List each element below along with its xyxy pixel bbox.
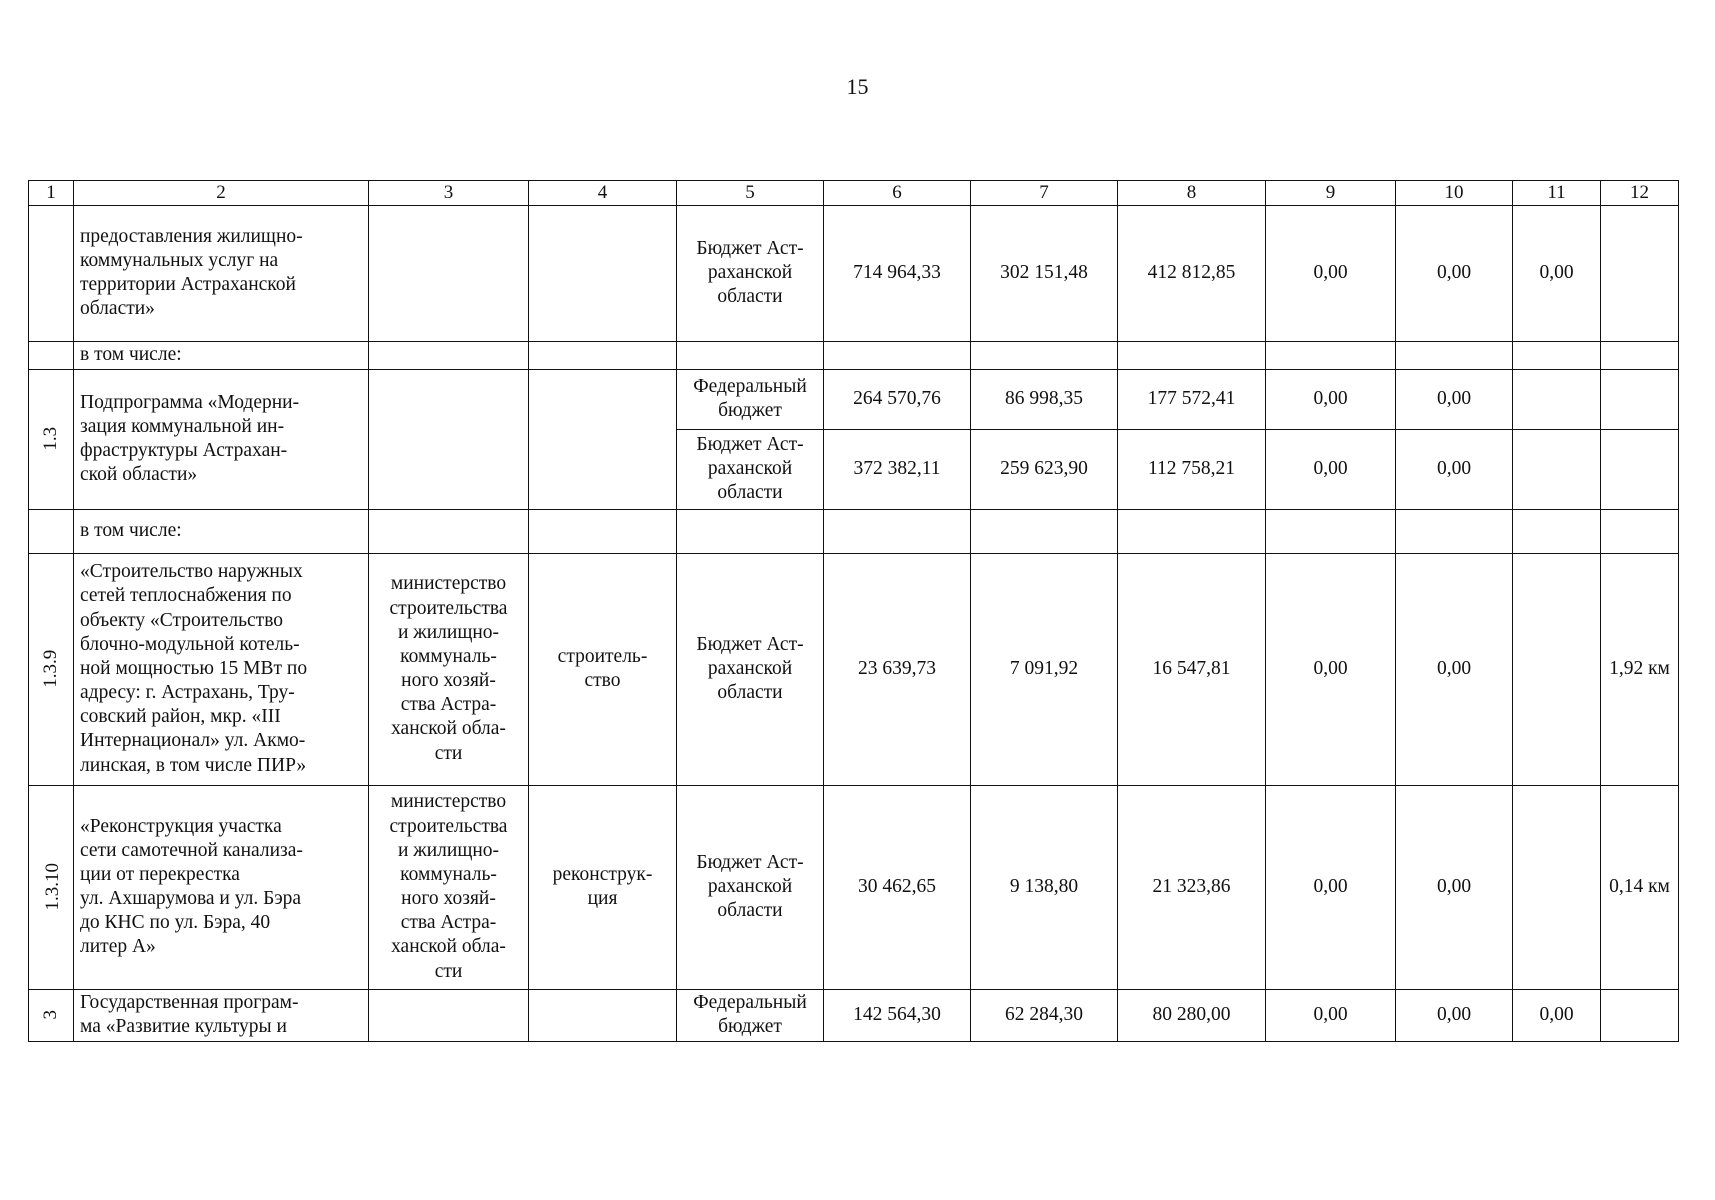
value-cell: 0,00 bbox=[1513, 989, 1601, 1041]
type-cell bbox=[529, 989, 677, 1041]
value-cell: 264 570,76 bbox=[824, 369, 971, 429]
result-cell bbox=[1601, 369, 1679, 429]
id-cell: 3 bbox=[29, 989, 74, 1041]
value-cell: 0,00 bbox=[1266, 429, 1396, 509]
result-cell: 0,14 км bbox=[1601, 785, 1679, 989]
id-cell bbox=[29, 509, 74, 553]
type-cell bbox=[529, 369, 677, 509]
header-cell: 6 bbox=[824, 181, 971, 206]
org-cell bbox=[369, 989, 529, 1041]
name-cell: «Реконструкция участка сети самотечной канализа- ции от перекрестка ул. Ахшарумова и ул. Бэра до КНС по ул. Бэра, 40 литер А» bbox=[74, 785, 369, 989]
header-row bbox=[29, 181, 1679, 206]
value-cell: 112 758,21 bbox=[1118, 429, 1266, 509]
value-cell: 372 382,11 bbox=[824, 429, 971, 509]
id-cell: 1.3 bbox=[29, 369, 74, 509]
value-cell: 9 138,80 bbox=[971, 785, 1118, 989]
value-cell: 412 812,85 bbox=[1118, 205, 1266, 341]
header-cell: 7 bbox=[971, 181, 1118, 206]
header-cell: 5 bbox=[677, 181, 824, 206]
value-cell bbox=[1513, 429, 1601, 509]
table-row bbox=[29, 785, 1679, 989]
page-number: 15 bbox=[846, 74, 869, 99]
value-cell: 259 623,90 bbox=[971, 429, 1118, 509]
org-cell: министерство строительства и жилищно- коммуналь- ного хозяй- ства Астра- ханской обла- сти bbox=[369, 553, 529, 785]
result-cell: 1,92 км bbox=[1601, 553, 1679, 785]
value-cell: 0,00 bbox=[1396, 205, 1513, 341]
value-cell: 0,00 bbox=[1266, 553, 1396, 785]
org-cell: министерство строительства и жилищно- коммуналь- ного хозяй- ства Астра- ханской обла- сти bbox=[369, 785, 529, 989]
value-cell: 0,00 bbox=[1396, 429, 1513, 509]
subtotal-label: в том числе: bbox=[74, 509, 369, 553]
subtotal-label: в том числе: bbox=[74, 341, 369, 369]
value-cell: 177 572,41 bbox=[1118, 369, 1266, 429]
source-cell: Федеральный бюджет bbox=[677, 369, 824, 429]
value-cell: 0,00 bbox=[1266, 989, 1396, 1041]
value-cell: 0,00 bbox=[1266, 369, 1396, 429]
name-cell: Государственная програм- ма «Развитие культуры и bbox=[74, 989, 369, 1041]
value-cell: 62 284,30 bbox=[971, 989, 1118, 1041]
header-cell: 3 bbox=[369, 181, 529, 206]
result-cell bbox=[1601, 989, 1679, 1041]
value-cell: 0,00 bbox=[1396, 989, 1513, 1041]
value-cell: 0,00 bbox=[1266, 205, 1396, 341]
value-cell: 0,00 bbox=[1396, 785, 1513, 989]
value-cell: 714 964,33 bbox=[824, 205, 971, 341]
header-cell: 8 bbox=[1118, 181, 1266, 206]
type-cell bbox=[529, 205, 677, 341]
header-cell: 2 bbox=[74, 181, 369, 206]
value-cell: 30 462,65 bbox=[824, 785, 971, 989]
value-cell: 302 151,48 bbox=[971, 205, 1118, 341]
source-cell: Бюджет Аст- раханской области bbox=[677, 785, 824, 989]
value-cell: 0,00 bbox=[1513, 205, 1601, 341]
id-cell bbox=[29, 341, 74, 369]
table-row bbox=[29, 341, 1679, 369]
value-cell: 0,00 bbox=[1396, 553, 1513, 785]
source-cell: Федеральный бюджет bbox=[677, 989, 824, 1041]
source-cell: Бюджет Аст- раханской области bbox=[677, 429, 824, 509]
value-cell: 86 998,35 bbox=[971, 369, 1118, 429]
value-cell: 21 323,86 bbox=[1118, 785, 1266, 989]
type-cell: реконструк- ция bbox=[529, 785, 677, 989]
header-cell: 10 bbox=[1396, 181, 1513, 206]
value-cell: 142 564,30 bbox=[824, 989, 971, 1041]
id-cell bbox=[29, 205, 74, 341]
table-row bbox=[29, 369, 1679, 429]
result-cell bbox=[1601, 429, 1679, 509]
value-cell: 23 639,73 bbox=[824, 553, 971, 785]
table-row bbox=[29, 553, 1679, 785]
header-cell: 11 bbox=[1513, 181, 1601, 206]
source-cell: Бюджет Аст- раханской области bbox=[677, 553, 824, 785]
value-cell: 7 091,92 bbox=[971, 553, 1118, 785]
name-cell: Подпрограмма «Модерни- зация коммунальной ин- фраструктуры Астрахан- ской области» bbox=[74, 369, 369, 509]
value-cell bbox=[1513, 785, 1601, 989]
id-cell: 1.3.10 bbox=[29, 785, 74, 989]
type-cell: строитель- ство bbox=[529, 553, 677, 785]
result-cell bbox=[1601, 205, 1679, 341]
table-row bbox=[29, 989, 1679, 1041]
name-cell: «Строительство наружных сетей теплоснабжения по объекту «Строительство блочно-модульной котель- ной мощностью 15 МВт по адресу: г. Астрахань, Тру- совский район, мкр. «III Интернационал» ул. Акмо- линская, в том числе ПИР» bbox=[74, 553, 369, 785]
source-cell: Бюджет Аст- раханской области bbox=[677, 205, 824, 341]
org-cell bbox=[369, 369, 529, 509]
id-cell: 1.3.9 bbox=[29, 553, 74, 785]
value-cell: 0,00 bbox=[1266, 785, 1396, 989]
value-cell: 0,00 bbox=[1396, 369, 1513, 429]
header-cell: 12 bbox=[1601, 181, 1679, 206]
table-row bbox=[29, 205, 1679, 341]
value-cell: 80 280,00 bbox=[1118, 989, 1266, 1041]
org-cell bbox=[369, 205, 529, 341]
header-cell: 1 bbox=[29, 181, 74, 206]
header-cell: 9 bbox=[1266, 181, 1396, 206]
value-cell bbox=[1513, 369, 1601, 429]
table-row bbox=[29, 509, 1679, 553]
value-cell bbox=[1513, 553, 1601, 785]
budget-table bbox=[28, 180, 1679, 1042]
header-cell: 4 bbox=[529, 181, 677, 206]
value-cell: 16 547,81 bbox=[1118, 553, 1266, 785]
name-cell: предоставления жилищно- коммунальных услуг на территории Астраханской области» bbox=[74, 205, 369, 341]
